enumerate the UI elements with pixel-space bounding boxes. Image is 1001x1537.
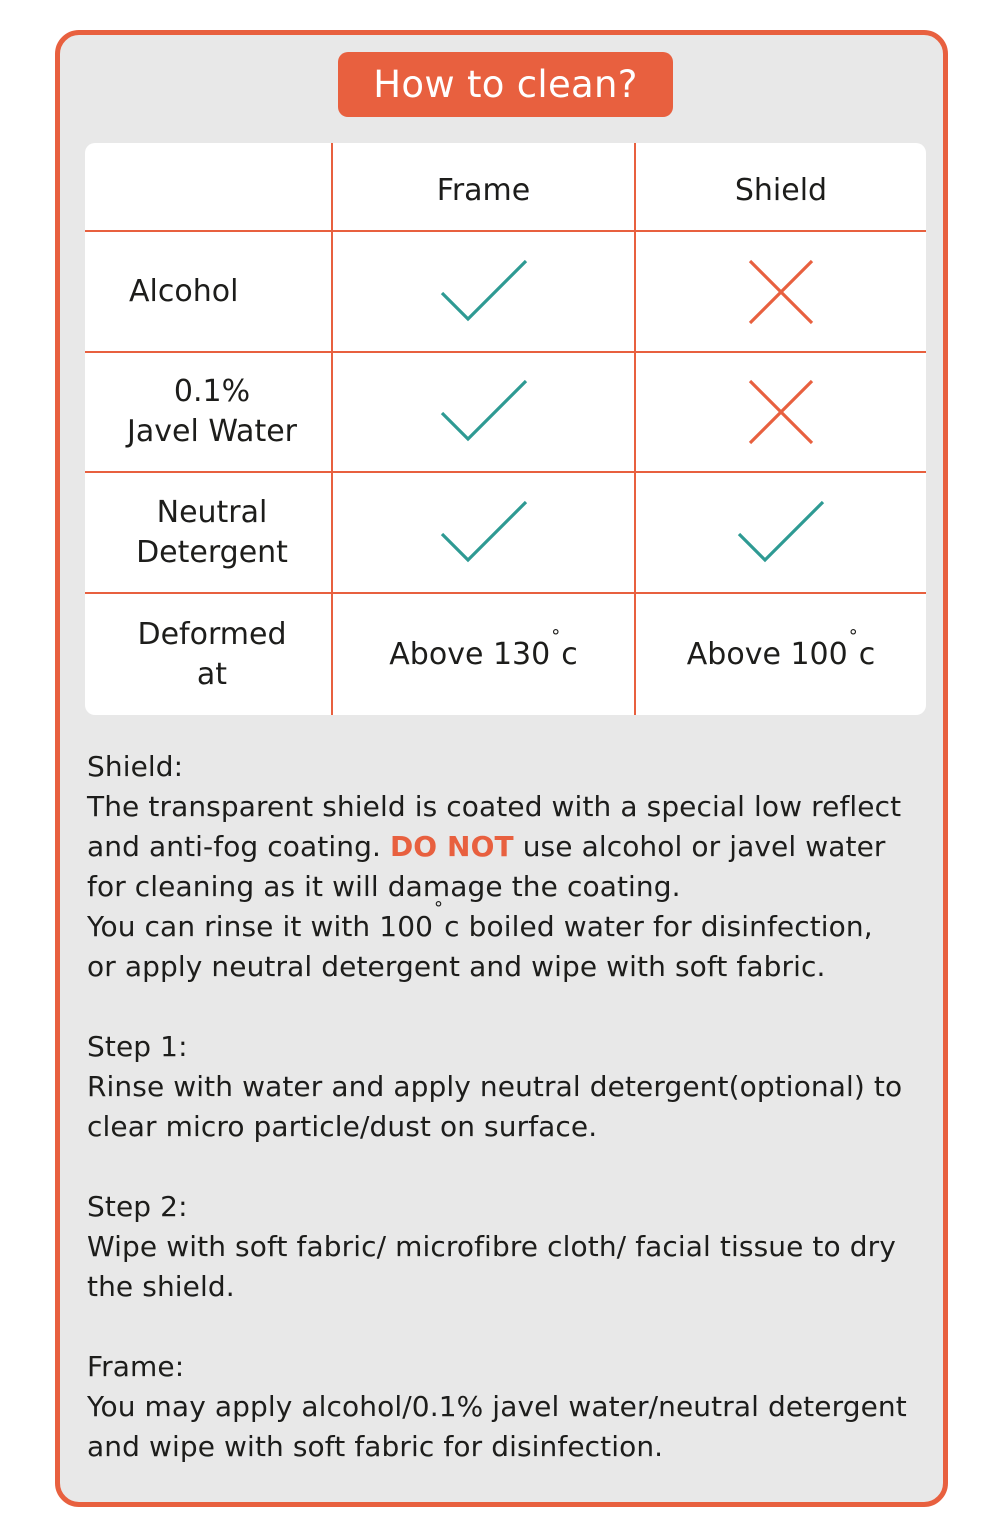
title-banner: How to clean?: [338, 52, 673, 117]
shield-text-line: You can rinse it with 100°c boiled water for disinfection,: [87, 898, 873, 943]
step1-heading: Step 1:: [87, 1030, 188, 1063]
table-header-shield: Shield: [734, 172, 828, 208]
shield-heading: Shield:: [87, 750, 184, 783]
cross-icon: [746, 377, 816, 447]
row-label-deformed-at: Deformed at: [137, 616, 287, 692]
row-label-alcohol: Alcohol: [129, 273, 239, 309]
step2-text-line: Wipe with soft fabric/ microfibre cloth/ facial tissue to dry: [87, 1230, 896, 1263]
cleaning-table: [85, 143, 926, 715]
check-icon: [438, 377, 530, 447]
alcohol-shield-cell: [636, 232, 926, 351]
row-label-javel-water: 0.1% Javel Water: [127, 374, 297, 449]
detergent-frame-cell: [333, 473, 634, 592]
shield-text-line: The transparent shield is coated with a special low reflect: [87, 790, 902, 823]
check-icon: [735, 498, 827, 568]
table-header-empty: [85, 143, 331, 230]
frame-text-line: You may apply alcohol/0.1% javel water/neutral detergent: [87, 1390, 907, 1423]
shield-text-line: for cleaning as it will damage the coating.: [87, 870, 681, 903]
step2-text-line: the shield.: [87, 1270, 235, 1303]
do-not-warning: DO NOT: [389, 830, 514, 863]
alcohol-frame-cell: [333, 232, 634, 351]
table-header-frame: Frame: [436, 172, 531, 208]
cross-icon: [746, 257, 816, 327]
javel-frame-cell: [333, 353, 634, 471]
shield-text-line: and anti-fog coating. DO NOT use alcohol or javel water: [87, 830, 886, 863]
frame-text-line: and wipe with soft fabric for disinfection.: [87, 1430, 664, 1463]
cleaning-card: [55, 30, 948, 1507]
row-label-neutral-detergent: Neutral Detergent: [136, 494, 288, 570]
javel-shield-cell: [636, 353, 926, 471]
cleaning-notes: [87, 747, 947, 1467]
shield-deform-temperature: Above 100°c: [686, 625, 876, 672]
frame-deform-temperature: Above 130°c: [389, 625, 578, 672]
shield-text-line: or apply neutral detergent and wipe with soft fabric.: [87, 950, 826, 983]
check-icon: [438, 257, 530, 327]
frame-heading: Frame:: [87, 1350, 185, 1383]
step1-text-line: Rinse with water and apply neutral detergent(optional) to: [87, 1070, 903, 1103]
step1-text-line: clear micro particle/dust on surface.: [87, 1110, 598, 1143]
detergent-shield-cell: [636, 473, 926, 592]
check-icon: [438, 498, 530, 568]
step2-heading: Step 2:: [87, 1190, 188, 1223]
